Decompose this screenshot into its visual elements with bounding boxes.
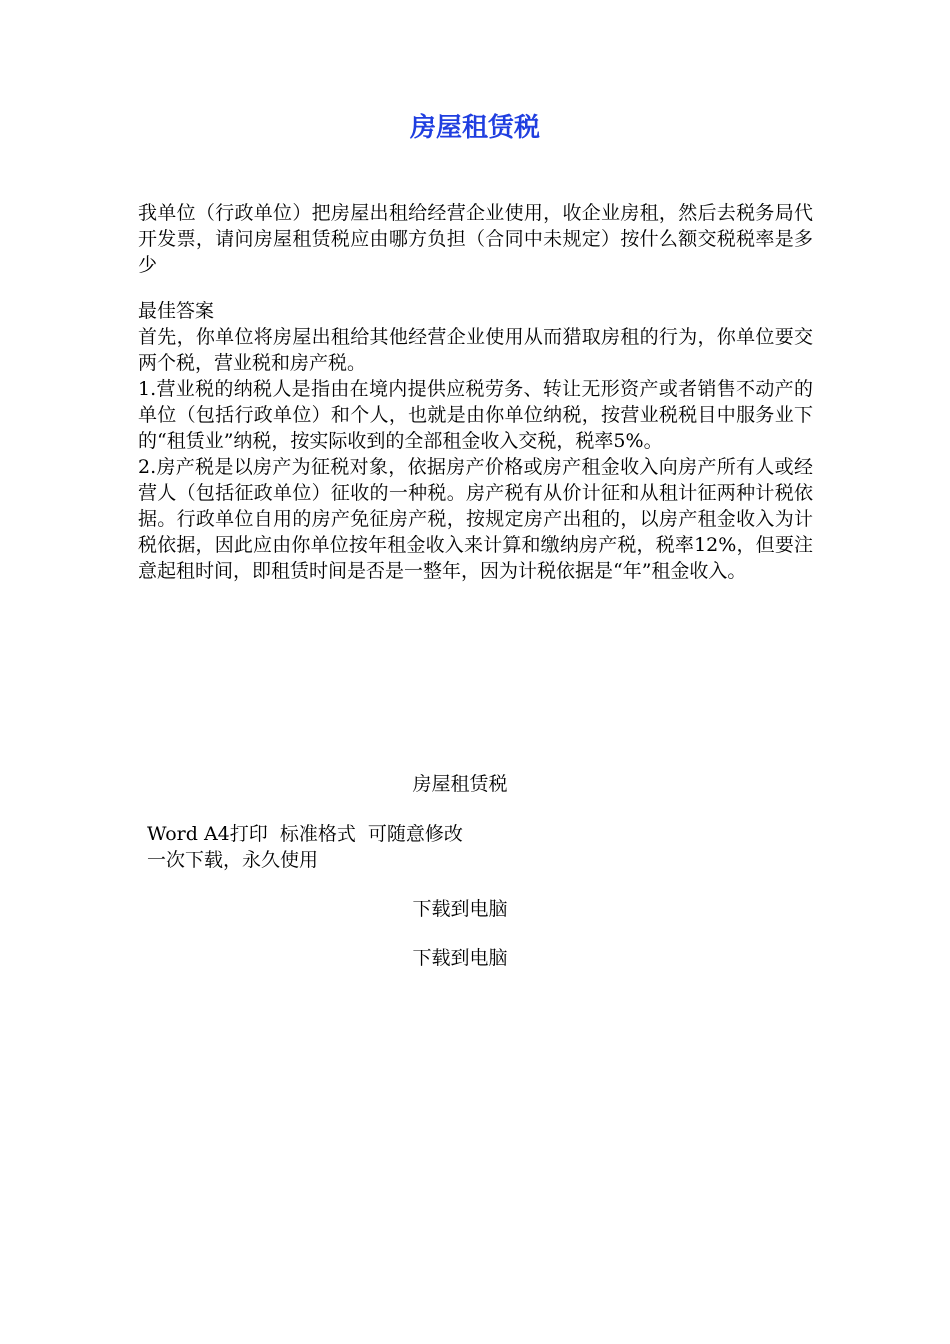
download-link[interactable]: 下载到电脑 [412, 898, 508, 920]
footer-description [147, 821, 463, 873]
answer-section [138, 298, 813, 584]
answer-paragraph-intro: 首先，你单位将房屋出租给其他经营企业使用从而猎取房租的行为，你单位要交两个税，营业税和房产税。 [138, 326, 813, 374]
answer-paragraph-business-tax: 1.营业税的纳税人是指由在境内提供应税劳务、转让无形资产或者销售不动产的单位（包括行政单位）和个人，也就是由你单位纳税，按营业税税目中服务业下的“租赁业”纳税，按实际收到的全部租金收入交税，税率5%。 [138, 378, 813, 452]
question-paragraph: 我单位（行政单位）把房屋出租给经营企业使用，收企业房租，然后去税务局代开发票，请问房屋租赁税应由哪方负担（合同中未规定）按什么额交税税率是多少 [138, 202, 813, 276]
footer-description-line2: 一次下载，永久使用 [147, 849, 319, 871]
download-link-secondary[interactable]: 下载到电脑 [412, 947, 508, 969]
footer-description-line1: Word A4打印 标准格式 可随意修改 [147, 823, 463, 845]
page-title: 房屋租赁税 [409, 113, 540, 143]
footer-title: 房屋租赁税 [412, 773, 508, 795]
answer-heading: 最佳答案 [138, 300, 215, 322]
answer-paragraph-property-tax: 2.房产税是以房产为征税对象，依据房产价格或房产租金收入向房产所有人或经营人（包括征政单位）征收的一种税。房产税有从价计征和从租计征两种计税依据。行政单位自用的房产免征房产税，按规定房产出租的，以房产租金收入为计税依据，因此应由你单位按年租金收入来计算和缴纳房产税，税率12%，但要注意起租时间，即租赁时间是否是一整年，因为计税依据是“年”租金收入。 [138, 456, 813, 582]
question-text [138, 200, 813, 278]
